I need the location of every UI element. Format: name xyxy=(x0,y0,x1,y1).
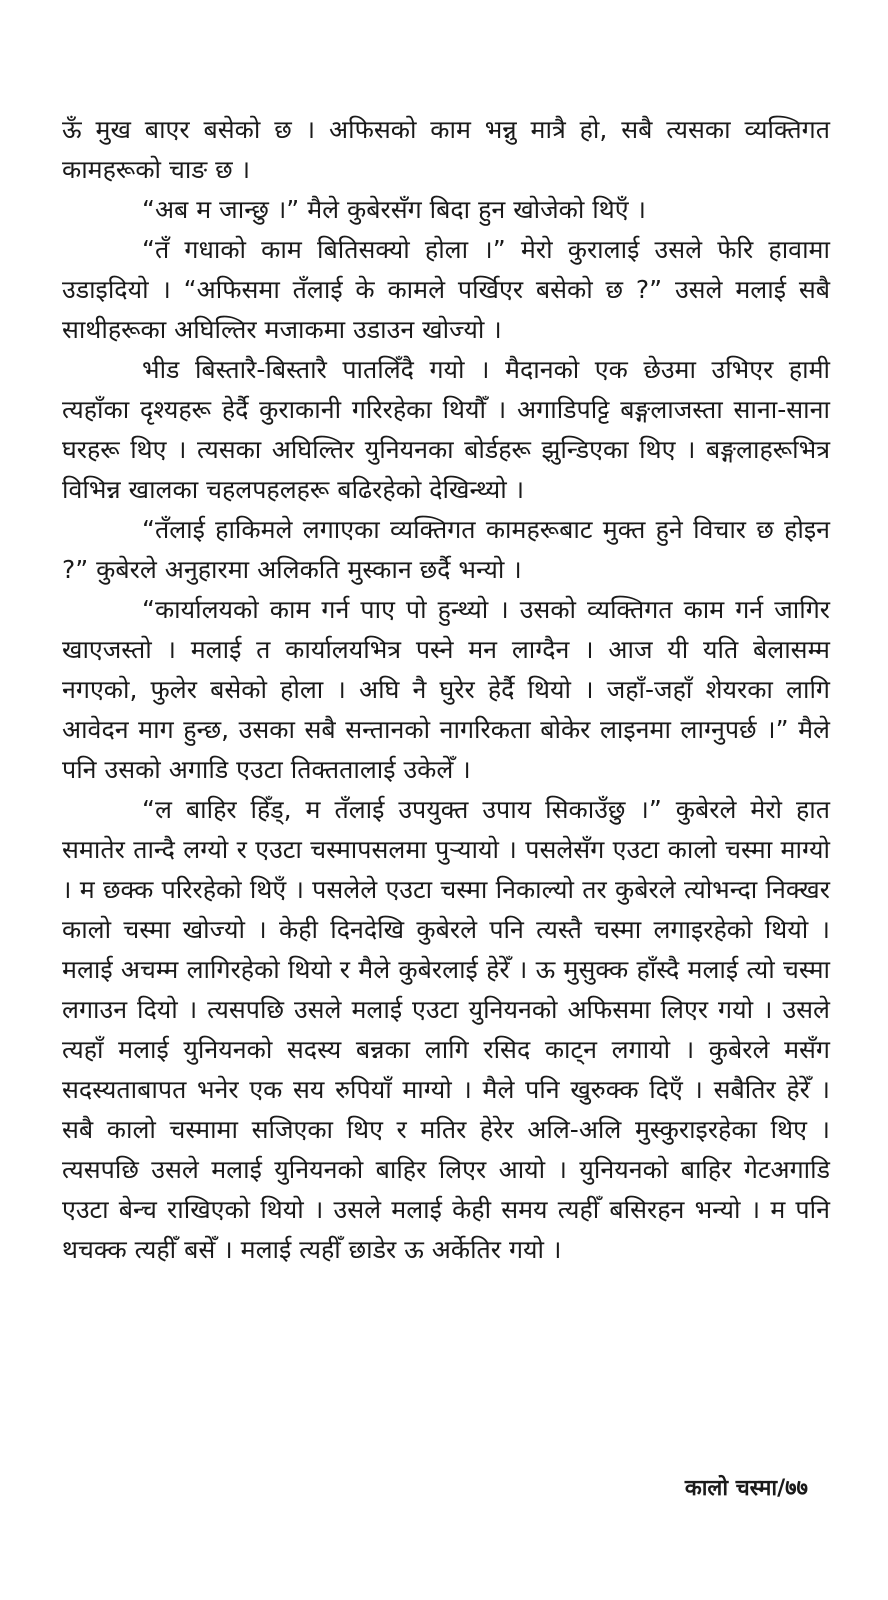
paragraph: “तँ गधाको काम बितिसक्यो होला ।” मेरो कुरालाई उसले फेरि हावामा उडाइदियो । “अफिसमा तँलाई के कामले पर्खिएर बसेको छ ?” उसले मलाई सबै साथीहरूका अघिल्तिर मजाकमा उडाउन खोज्यो । xyxy=(62,235,830,344)
page-footer: कालो चस्मा/७७ xyxy=(684,1476,808,1501)
paragraph: “ल बाहिर हिँड्, म तँलाई उपयुक्त उपाय सिकाउँछु ।” कुबेरले मेरो हात समातेर तान्दै लग्यो र एउटा चस्मापसलमा पुर्‍यायो । पसलेसँग एउटा कालो चस्मा माग्यो । म छक्क परिरहेको थिएँ । पसलेले एउटा चस्मा निकाल्यो तर कुबेरले त्योभन्दा निक्खर कालो चस्मा खोज्यो । केही दिनदेखि कुबेरले पनि त्यस्तै चस्मा लगाइरहेको थियो । मलाई अचम्म लागिरहेको थियो र मैले कुबेरलाई हेरेँ । ऊ मुसुक्क हाँस्दै मलाई त्यो चस्मा लगाउन दियो । त्यसपछि उसले मलाई एउटा युनियनको अफिसमा लिएर गयो । उसले त्यहाँ मलाई युनियनको सदस्य बन्नका लागि रसिद काट्न लगायो । कुबेरले मसँग सदस्यताबापत भनेर एक सय रुपियाँ माग्यो । मैले पनि खुरुक्क दिएँ । सबैतिर हेरेँ । सबै कालो चस्मामा सजिएका थिए र मतिर हेरेर अलि-अलि मुस्कुराइरहेका थिए । त्यसपछि उसले मलाई युनियनको बाहिर लिएर आयो । युनियनको बाहिर गेटअगाडि एउटा बेन्च राखिएको थियो । उसले मलाई केही समय त्यहीँ बसिरहन भन्यो । म पनि थचक्क त्यहीँ बसेँ । मलाई त्यहीँ छाडेर ऊ अर्केतिर गयो । xyxy=(62,795,830,1264)
paragraph: “अब म जान्छु ।” मैले कुबेरसँग बिदा हुन खोजेको थिएँ । xyxy=(142,195,646,224)
paragraph: “कार्यालयको काम गर्न पाए पो हुन्थ्यो । उसको व्यक्तिगत काम गर्न जागिर खाएजस्तो । मलाई त कार्यालयभित्र पस्ने मन लाग्दैन । आज यी यति बेलासम्म नगएको, फुलेर बसेको होला । अघि नै घुरेर हेर्दै थियो । जहाँ-जहाँ शेयरका लागि आवेदन माग हुन्छ, उसका सबै सन्तानको नागरिकता बोकेर लाइनमा लाग्नुपर्छ ।” मैले पनि उसको अगाडि एउटा तिक्ततालाई उकेलेँ । xyxy=(62,595,830,784)
paragraph: ऊँ मुख बाएर बसेको छ । अफिसको काम भन्नु मात्रै हो, सबै त्यसका व्यक्तिगत कामहरूको चाङ छ । xyxy=(62,115,830,184)
story-text xyxy=(62,110,830,1270)
paragraph: “तँलाई हाकिमले लगाएका व्यक्तिगत कामहरूबाट मुक्त हुने विचार छ होइन ?” कुबेरले अनुहारमा अलिकति मुस्कान छर्दै भन्यो । xyxy=(62,515,830,584)
paragraph: भीड बिस्तारै-बिस्तारै पातलिँदै गयो । मैदानको एक छेउमा उभिएर हामी त्यहाँका दृश्यहरू हेर्दै कुराकानी गरिरहेका थियौँ । अगाडिपट्टि बङ्गलाजस्ता साना-साना घरहरू थिए । त्यसका अघिल्तिर युनियनका बोर्डहरू झुन्डिएका थिए । बङ्गलाहरूभित्र विभिन्न खालका चहलपहलहरू बढिरहेको देखिन्थ्यो । xyxy=(62,355,830,504)
